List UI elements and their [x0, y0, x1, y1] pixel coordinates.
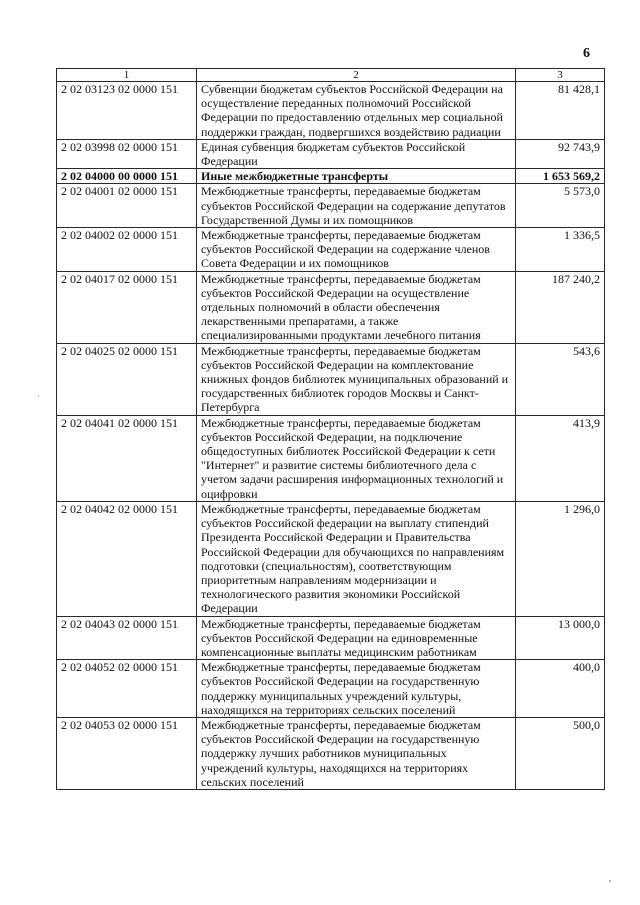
table-row	[57, 660, 605, 718]
table-row	[57, 415, 605, 501]
column-number-1: 1	[57, 69, 197, 82]
row-name: Межбюджетные трансферты, передаваемые бюджетам субъектов Российской Федерации на государственную поддержку муниципальных учреждений культуры, находящихся на территориях сельских поселений	[197, 660, 516, 718]
row-code: 2 02 04042 02 0000 151	[57, 501, 197, 616]
row-name: Иные межбюджетные трансферты	[197, 169, 516, 184]
column-number-3: 3	[516, 69, 605, 82]
row-sum: 13 000,0	[516, 616, 605, 660]
row-sum: 81 428,1	[516, 82, 605, 140]
row-code: 2 02 03998 02 0000 151	[57, 139, 197, 168]
row-code: 2 02 04053 02 0000 151	[57, 717, 197, 789]
row-name: Межбюджетные трансферты, передаваемые бюджетам субъектов Российской Федерации на государственную поддержку лучших работников муниципальных учреждений культуры, находящихся на территориях сельских поселений	[197, 717, 516, 789]
table-row	[57, 343, 605, 415]
table-row	[57, 184, 605, 228]
row-code: 2 02 03123 02 0000 151	[57, 82, 197, 140]
row-code: 2 02 04043 02 0000 151	[57, 616, 197, 660]
row-sum: 5 573,0	[516, 184, 605, 228]
table-row	[57, 82, 605, 140]
row-sum: 92 743,9	[516, 139, 605, 168]
table-row	[57, 616, 605, 660]
table-row	[57, 717, 605, 789]
row-code: 2 02 04000 00 0000 151	[57, 169, 197, 184]
row-name: Единая субвенция бюджетам субъектов Российской Федерации	[197, 139, 516, 168]
row-name: Межбюджетные трансферты, передаваемые бюджетам субъектов Российской Федерации на единовременные компенсационные выплаты медицинским работникам	[197, 616, 516, 660]
table-row	[57, 271, 605, 343]
table-row	[57, 501, 605, 616]
row-name: Межбюджетные трансферты, передаваемые бюджетам субъектов Российской Федерации на осуществление отдельных полномочий в области обеспечения лекарственными препаратами, а также специализированными продуктами лечебного питания	[197, 271, 516, 343]
row-code: 2 02 04002 02 0000 151	[57, 228, 197, 272]
row-sum: 187 240,2	[516, 271, 605, 343]
row-code: 2 02 04041 02 0000 151	[57, 415, 197, 501]
row-sum: 413,9	[516, 415, 605, 501]
row-code: 2 02 04025 02 0000 151	[57, 343, 197, 415]
scan-mark-left	[38, 395, 39, 397]
column-number-2: 2	[197, 69, 516, 82]
row-code: 2 02 04001 02 0000 151	[57, 184, 197, 228]
row-sum: 1 653 569,2	[516, 169, 605, 184]
scan-mark-right	[609, 880, 611, 882]
row-name: Межбюджетные трансферты, передаваемые бюджетам субъектов Российской федерации на выплату стипендий Президента Российской Федерации и Правительства Российской Федерации для обучающихся по направлениям подготовки (специальностям), соответствующим приоритетным направлениям модернизации и технологического развития экономики Российской Федерации	[197, 501, 516, 616]
row-name: Межбюджетные трансферты, передаваемые бюджетам субъектов Российской Федерации на содержание депутатов Государственной Думы и их помощников	[197, 184, 516, 228]
table-row	[57, 228, 605, 272]
budget-table	[56, 68, 605, 790]
table-row	[57, 139, 605, 168]
page-number: 6	[583, 46, 590, 61]
row-code: 2 02 04017 02 0000 151	[57, 271, 197, 343]
row-sum: 543,6	[516, 343, 605, 415]
row-name: Межбюджетные трансферты, передаваемые бюджетам субъектов Российской Федерации на содержание членов Совета Федерации и их помощников	[197, 228, 516, 272]
row-sum: 1 296,0	[516, 501, 605, 616]
column-number-row	[57, 69, 605, 82]
row-sum: 1 336,5	[516, 228, 605, 272]
row-name: Межбюджетные трансферты, передаваемые бюджетам субъектов Российской Федерации на комплектование книжных фондов библиотек муниципальных образований и государственных библиотек городов Москвы и Санкт-Петербурга	[197, 343, 516, 415]
table-body	[57, 69, 605, 790]
row-sum: 400,0	[516, 660, 605, 718]
row-code: 2 02 04052 02 0000 151	[57, 660, 197, 718]
table-row	[57, 169, 605, 184]
row-name: Субвенции бюджетам субъектов Российской Федерации на осуществление переданных полномочий Российской Федерации по предоставлению отдельных мер социальной поддержки граждан, подвергшихся воздействию радиации	[197, 82, 516, 140]
row-sum: 500,0	[516, 717, 605, 789]
row-name: Межбюджетные трансферты, передаваемые бюджетам субъектов Российской Федерации, на подключение общедоступных библиотек Российской Федерации к сети "Интернет" и развитие системы библиотечного дела с учетом задачи расширения информационных технологий и оцифровки	[197, 415, 516, 501]
